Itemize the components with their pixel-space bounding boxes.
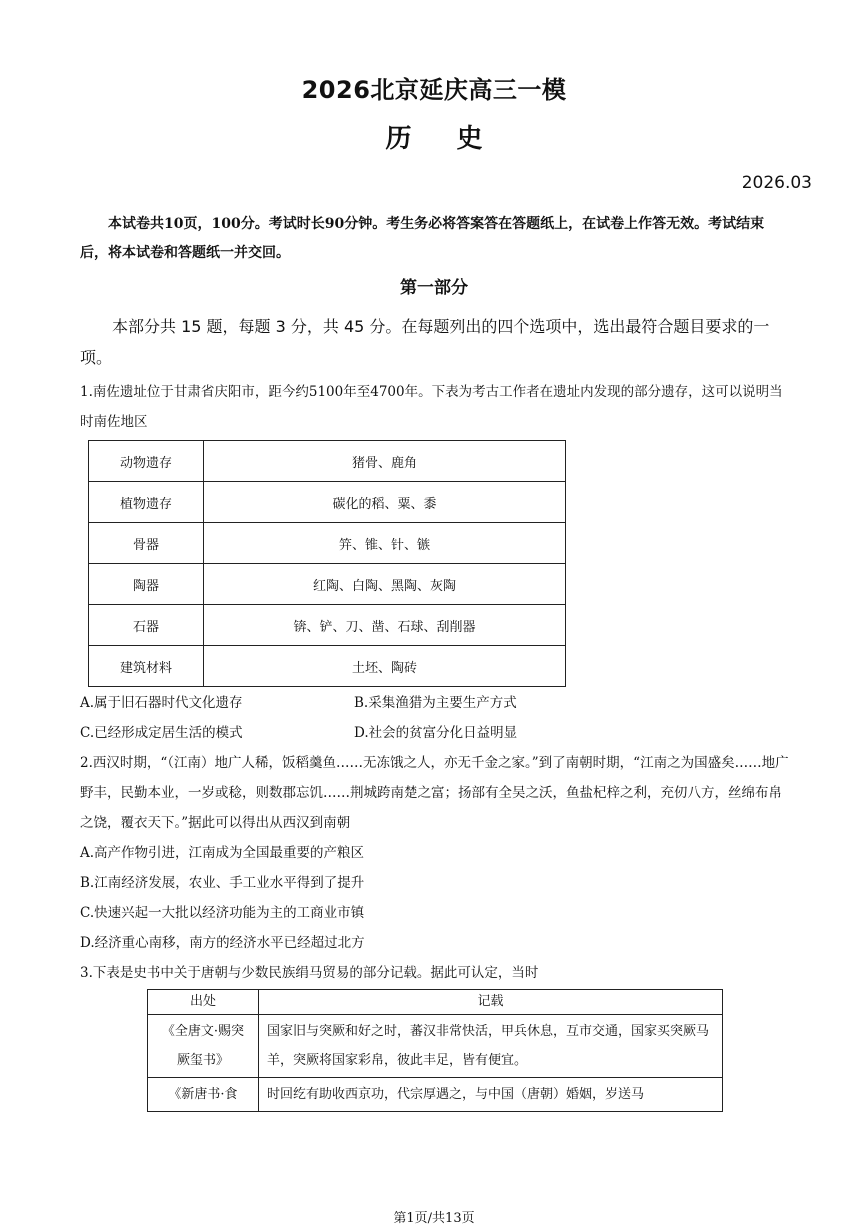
table-cell: 动物遗存 — [89, 441, 204, 482]
table-row — [148, 1015, 723, 1078]
table-cell: 锛、铲、刀、凿、石球、刮削器 — [204, 605, 566, 646]
question-1-stem: 1.南佐遗址位于甘肃省庆阳市，距今约5100年至4700年。下表为考古工作者在遗址内发现的部分遗存，这可以说明当时南佐地区 — [80, 384, 783, 430]
question-1-option-c: C.已经形成定居生活的模式 — [80, 725, 243, 741]
question-3-stem: 3.下表是史书中关于唐朝与少数民族绢马贸易的部分记载。据此可认定，当时 — [80, 965, 539, 981]
question-2-option-b: B.江南经济发展，农业、手工业水平得到了提升 — [80, 875, 365, 891]
table-cell: 《全唐文·赐突厥玺书》 — [148, 1015, 259, 1078]
question-2-option-c: C.快速兴起一大批以经济功能为主的工商业市镇 — [80, 905, 365, 921]
exam-date: 2026.03 — [741, 173, 812, 193]
page-footer: 第1页/共13页 — [393, 1211, 475, 1226]
table-cell: 《新唐书·食 — [148, 1078, 259, 1112]
exam-notice: 本试卷共10页，100分。考试时长90分钟。考生务必将答案答在答题纸上，在试卷上作答无效。考试结束后，将本试卷和答题纸一并交回。 — [80, 216, 765, 261]
question-2-option-a: A.高产作物引进，江南成为全国最重要的产粮区 — [80, 845, 365, 861]
part-instructions: 本部分共 15 题，每题 3 分，共 45 分。在每题列出的四个选项中，选出最符合题目要求的一项。 — [80, 317, 770, 367]
table-cell: 植物遗存 — [89, 482, 204, 523]
question-1-table — [88, 440, 566, 687]
table-cell: 陶器 — [89, 564, 204, 605]
table-cell: 笄、锥、针、镞 — [204, 523, 566, 564]
table-row — [89, 523, 566, 564]
table-row — [89, 441, 566, 482]
subject-title: 历 史 — [385, 124, 483, 154]
table-cell: 猪骨、鹿角 — [204, 441, 566, 482]
question-1-option-b: B.采集渔猎为主要生产方式 — [354, 695, 517, 711]
table-cell: 建筑材料 — [89, 646, 204, 687]
table-cell: 红陶、白陶、黑陶、灰陶 — [204, 564, 566, 605]
table-row — [89, 646, 566, 687]
exam-title: 2026北京延庆高三一模 — [301, 76, 567, 104]
table-row — [89, 605, 566, 646]
question-3-table — [147, 989, 723, 1112]
table-cell: 碳化的稻、粟、黍 — [204, 482, 566, 523]
table-header-row — [148, 990, 723, 1015]
table-cell: 土坯、陶砖 — [204, 646, 566, 687]
part-title: 第一部分 — [400, 278, 468, 298]
table-cell: 骨器 — [89, 523, 204, 564]
table-cell: 石器 — [89, 605, 204, 646]
question-2-option-d: D.经济重心南移，南方的经济水平已经超过北方 — [80, 935, 365, 951]
table-row — [148, 1078, 723, 1112]
table-row — [89, 482, 566, 523]
question-1-option-d: D.社会的贫富分化日益明显 — [354, 725, 518, 741]
table-cell: 时回纥有助收西京功，代宗厚遇之，与中国（唐朝）婚姻，岁送马 — [259, 1078, 723, 1112]
table-header-record: 记载 — [259, 990, 723, 1015]
table-cell: 国家旧与突厥和好之时，蕃汉非常快活，甲兵休息，互市交通，国家买突厥马羊，突厥将国家彩帛，彼此丰足，皆有便宜。 — [259, 1015, 723, 1078]
question-2-stem: 2.西汉时期，“（江南）地广人稀，饭稻羹鱼……无冻饿之人，亦无千金之家。”到了南朝时期，“江南之为国盛矣……地广野丰，民勤本业，一岁或稔，则数郡忘饥……荆城跨南楚之富；扬部有全吴之沃，鱼盐杞梓之利，充仞八方，丝绵布帛之饶，覆衣天下。”据此可以得出从西汉到南朝 — [80, 755, 789, 831]
table-row — [89, 564, 566, 605]
question-1-option-a: A.属于旧石器时代文化遗存 — [80, 695, 243, 711]
table-header-source: 出处 — [148, 990, 259, 1015]
